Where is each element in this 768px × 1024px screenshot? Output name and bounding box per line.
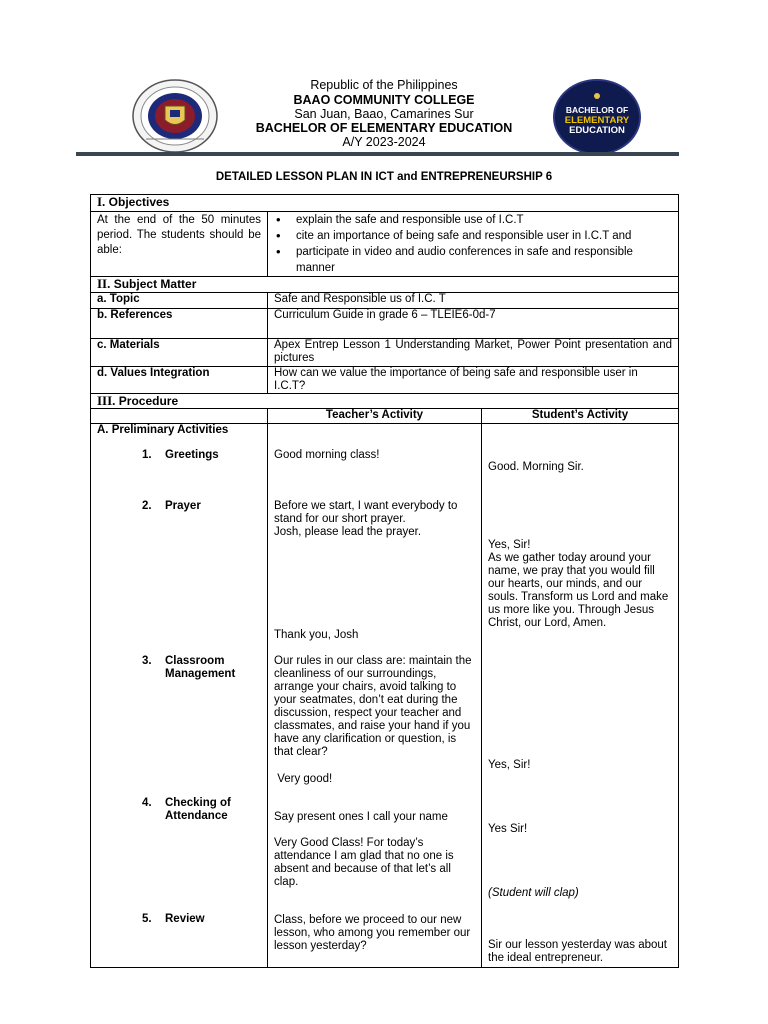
teacher-prayer-prompt: Before we start, I want everybody to stand for our short prayer. Josh, please lead the prayer.	[274, 500, 458, 538]
beed-badge-logo	[553, 79, 641, 155]
teacher-review-question: Class, before we proceed to our new lesson, who among you remember our lesson yesterday?	[274, 914, 471, 952]
student-attendance-reply: Yes Sir!	[488, 823, 528, 835]
preliminary-activities-label: A. Preliminary Activities	[97, 424, 229, 436]
step-number: 2.	[142, 500, 152, 512]
teacher-class-rules: Our rules in our class are: maintain the cleanliness of our surroundings, arrange your chairs, avoid talking to your seatmates, don’t eat during the discussion, respect your teacher and classmates, and raise your hand if you have any clarification or question, is that clear?	[274, 655, 472, 758]
topic-row	[91, 293, 679, 309]
subject-matter-heading-label: Subject Matter	[113, 277, 197, 291]
materials-value: Apex Entrep Lesson 1 Understanding Market, Power Point presentation and pictures	[268, 339, 679, 367]
teacher-activity-cell	[268, 424, 482, 968]
student-activity-cell	[482, 424, 679, 968]
objectives-heading-row	[91, 195, 679, 212]
objectives-intro: At the end of the 50 minutes period. The students should be able:	[91, 212, 268, 277]
procedure-heading-row	[91, 394, 679, 409]
procedure-steps-cell	[91, 424, 268, 968]
lesson-plan-table	[90, 194, 679, 968]
subject-matter-heading	[91, 277, 679, 293]
teacher-thanks: Thank you, Josh	[274, 629, 359, 641]
objective-item: • participate in video and audio conferences in safe and responsible manner	[296, 244, 672, 276]
objectives-roman: I.	[97, 194, 106, 209]
lesson-plan-title: DETAILED LESSON PLAN IN ICT and ENTREPRENEURSHIP 6	[215, 171, 553, 183]
step-number: 4.	[142, 797, 152, 809]
college-seal-logo	[132, 79, 218, 153]
step-classroom-management: Classroom Management	[165, 655, 236, 680]
program-name: BACHELOR OF ELEMENTARY EDUCATION	[255, 121, 513, 135]
procedure-body-row	[91, 424, 679, 968]
topic-label: a. Topic	[91, 293, 268, 309]
values-value: How can we value the importance of being safe and responsible user in I.C.T?	[268, 367, 679, 394]
procedure-column-headers	[91, 409, 679, 424]
academic-year: A/Y 2023-2024	[342, 135, 426, 149]
republic-line: Republic of the Philippines	[310, 78, 458, 92]
objective-item: • explain the safe and responsible use of I.C.T	[296, 212, 672, 228]
student-clap: (Student will clap)	[488, 887, 579, 899]
student-rules-reply: Yes, Sir!	[488, 759, 531, 771]
values-row	[91, 367, 679, 394]
objectives-heading-label: Objectives	[108, 195, 170, 209]
procedure-roman: III.	[97, 393, 116, 408]
student-review-answer: Sir our lesson yesterday was about the ideal entrepreneur.	[488, 939, 667, 964]
values-label: d. Values Integration	[91, 367, 268, 394]
header-divider	[76, 152, 679, 156]
step-prayer: Prayer	[165, 500, 201, 512]
topic-value: Safe and Responsible us of I.C. T	[268, 293, 679, 309]
subject-matter-heading-row	[91, 277, 679, 293]
objectives-list	[274, 212, 672, 276]
objectives-row	[91, 212, 679, 277]
subject-matter-roman: II.	[97, 276, 111, 291]
step-checking-attendance: Checking of Attendance	[165, 797, 231, 822]
blank-header-cell	[91, 409, 268, 424]
badge-line-1: BACHELOR OF	[565, 105, 629, 115]
teacher-very-good: Very good!	[274, 773, 333, 785]
procedure-heading-label: Procedure	[118, 394, 179, 408]
step-number: 3.	[142, 655, 152, 667]
student-prayer: As we gather today around your name, we pray that you would fill our hearts, our minds, and our souls. Transform us Lord and make us more like you. Through Jesus Christ, our Lord, Amen.	[488, 552, 669, 629]
teacher-activity-header: Teacher’s Activity	[268, 409, 482, 424]
objectives-list-cell	[268, 212, 679, 277]
college-name: BAAO COMMUNITY COLLEGE	[293, 93, 475, 107]
badge-line-2: ELEMENTARY	[564, 115, 630, 126]
procedure-heading	[91, 394, 679, 409]
teacher-attendance-prompt: Say present ones I call your name	[274, 811, 448, 823]
references-value: Curriculum Guide in grade 6 – TLEIE6-0d-7	[268, 309, 679, 339]
badge-line-3: EDUCATION	[569, 125, 625, 136]
materials-label: c. Materials	[91, 339, 268, 367]
teacher-attendance-done: Very Good Class! For today’s attendance I am glad that no one is absent and because of that let’s all clap.	[274, 837, 454, 888]
teacher-greeting: Good morning class!	[274, 449, 380, 461]
references-row	[91, 309, 679, 339]
objectives-heading	[91, 195, 679, 212]
college-address: San Juan, Baao, Camarines Sur	[294, 107, 474, 121]
student-greeting: Good. Morning Sir.	[488, 461, 584, 473]
step-greetings: Greetings	[165, 449, 219, 461]
student-activity-header: Student’s Activity	[482, 409, 679, 424]
student-yes-sir: Yes, Sir!	[488, 539, 531, 551]
objective-item: • cite an importance of being safe and responsible user in I.C.T and	[296, 228, 672, 244]
step-number: 1.	[142, 449, 152, 461]
step-review: Review	[165, 913, 205, 925]
materials-row	[91, 339, 679, 367]
references-label: b. References	[91, 309, 268, 339]
step-number: 5.	[142, 913, 152, 925]
